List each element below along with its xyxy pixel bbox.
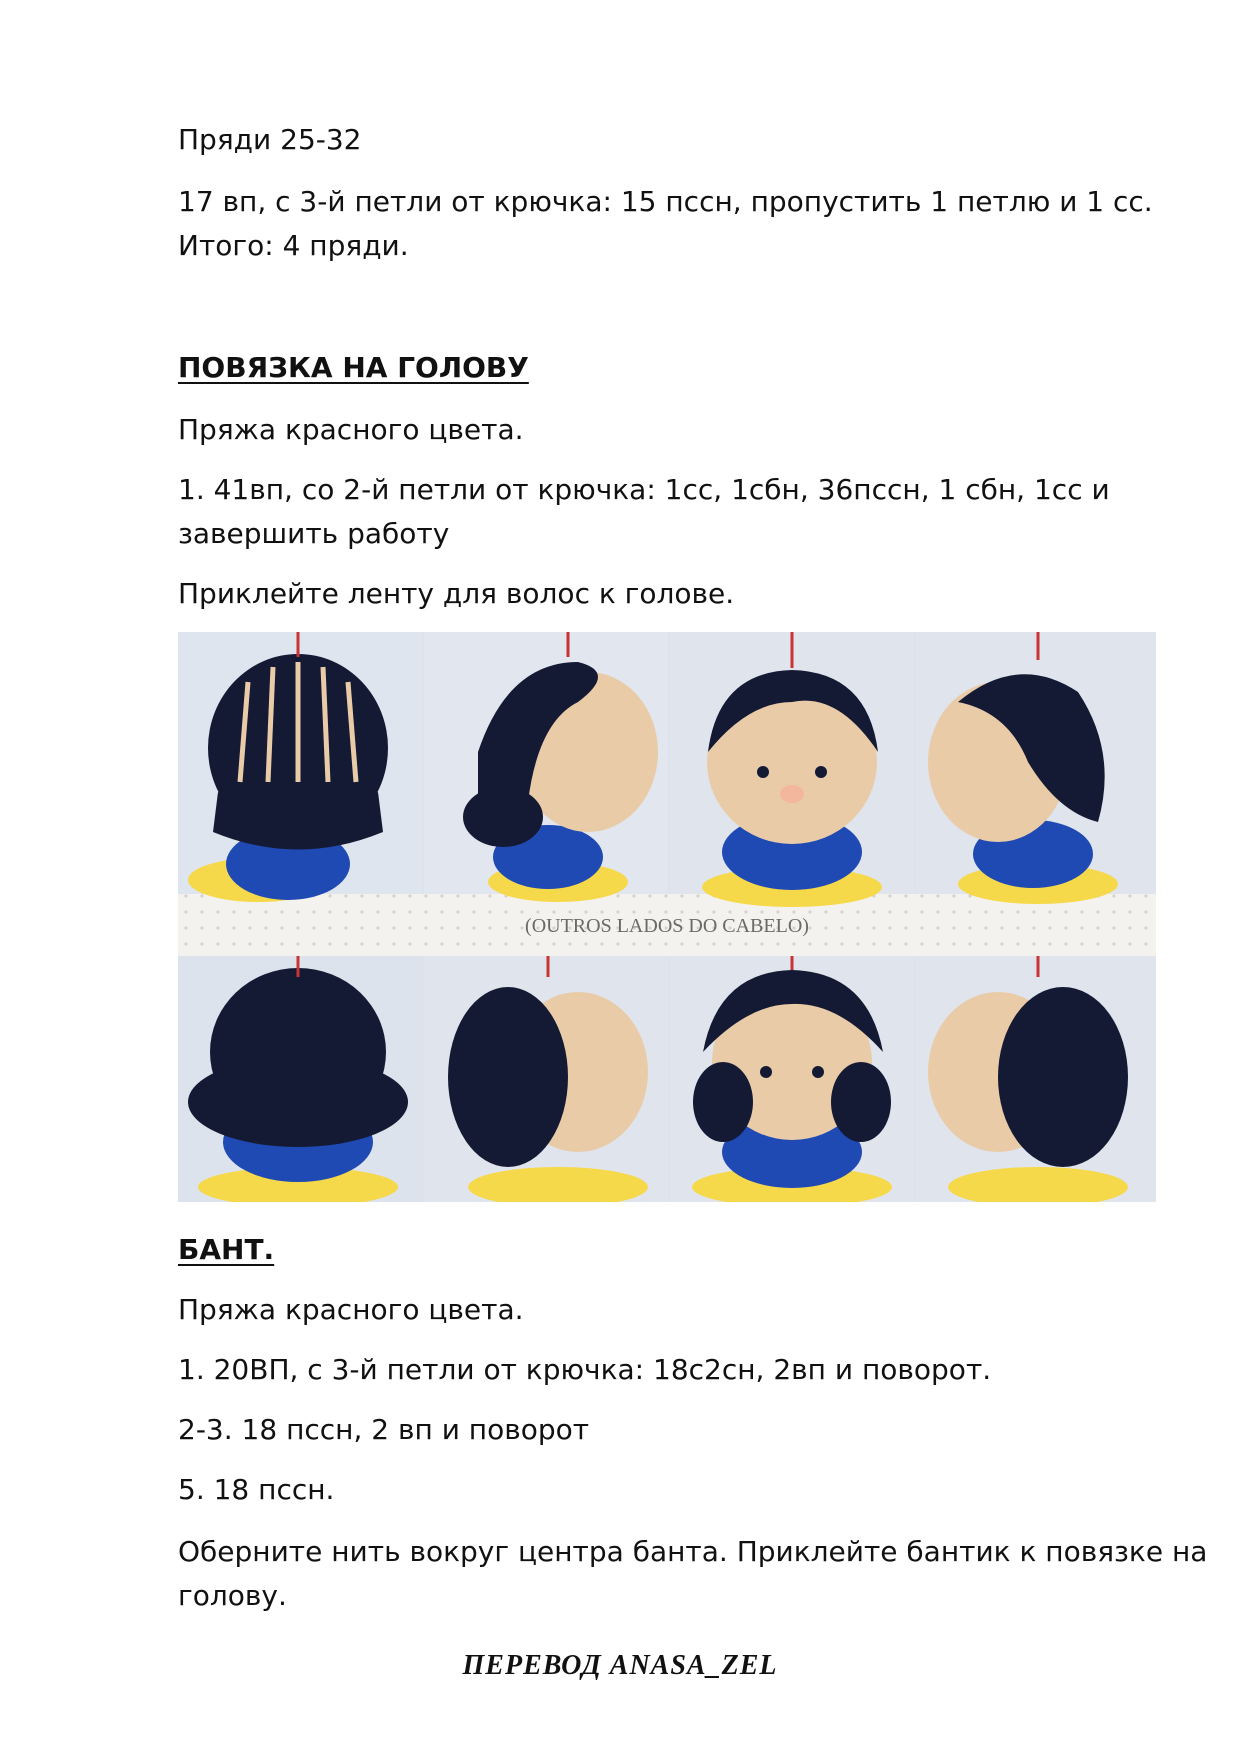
doll-hair-photo-collage [178, 632, 1156, 1202]
bow-row-1: 1. 20ВП, с 3-й петли от крючка: 18с2сн, 2вп и поворот. [178, 1353, 992, 1386]
doll-front-curls-photo [670, 956, 914, 1202]
headband-note: Приклейте ленту для волос к голове. [178, 577, 735, 610]
doll-other-side-curls-photo [916, 956, 1156, 1202]
doll-side-curls-photo [424, 956, 668, 1202]
bow-finish-cont: голову. [178, 1579, 287, 1612]
doll-back-curls-photo [178, 956, 422, 1202]
headband-row-1-cont: завершить работу [178, 517, 450, 550]
bow-yarn: Пряжа красного цвета. [178, 1293, 524, 1326]
doll-other-side-view-photo [916, 632, 1156, 904]
bow-rows-2-3: 2-3. 18 пссн, 2 вп и поворот [178, 1413, 590, 1446]
strands-total: Итого: 4 пряди. [178, 229, 409, 262]
bow-heading: БАНТ. [178, 1233, 275, 1266]
bow-row-5: 5. 18 пссн. [178, 1473, 335, 1506]
translator-footer: ПЕРЕВОД ANASA_ZEL [462, 1650, 778, 1681]
doll-back-view-photo [178, 632, 422, 902]
photo-caption: (OUTROS LADOS DO CABELO) [525, 915, 809, 937]
strands-heading: Пряди 25-32 [178, 123, 362, 156]
headband-row-1: 1. 41вп, со 2-й петли от крючка: 1сс, 1сбн, 36пссн, 1 сбн, 1сс и [178, 473, 1110, 506]
doll-front-view-photo [670, 632, 914, 907]
headband-heading: ПОВЯЗКА НА ГОЛОВУ [178, 351, 529, 384]
doll-side-view-photo [424, 632, 668, 902]
bow-finish: Оберните нить вокруг центра банта. Приклейте бантик к повязке на [178, 1535, 1208, 1568]
headband-yarn: Пряжа красного цвета. [178, 413, 524, 446]
strands-instruction: 17 вп, с 3-й петли от крючка: 15 пссн, пропустить 1 петлю и 1 сс. [178, 185, 1153, 218]
